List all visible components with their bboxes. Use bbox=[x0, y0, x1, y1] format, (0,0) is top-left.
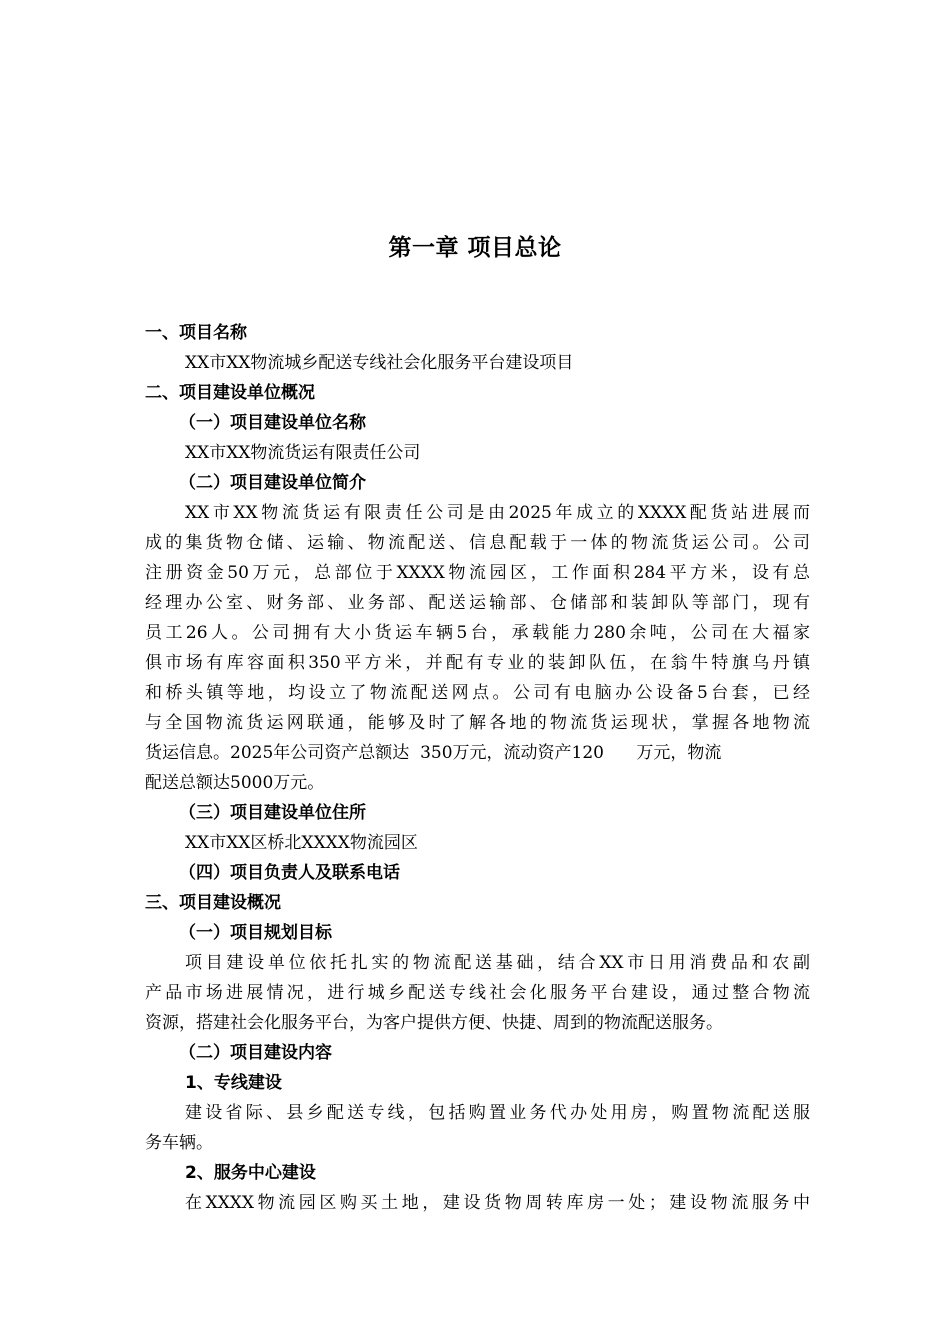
subsection-heading: （一）项目规划目标 bbox=[179, 923, 332, 943]
subsection-heading: （四）项目负责人及联系电话 bbox=[179, 863, 400, 883]
subsection-heading: （二）项目建设内容 bbox=[179, 1043, 332, 1063]
paragraph-line: XX市XX物流城乡配送专线社会化服务平台建设项目 bbox=[185, 353, 574, 373]
paragraph-line: 项目建设单位依托扎实的物流配送基础，结合XX市日用消费品和农副 bbox=[185, 953, 810, 973]
subsection-heading: （一）项目建设单位名称 bbox=[179, 413, 366, 433]
section-heading: 一、项目名称 bbox=[145, 323, 247, 343]
paragraph-line: 资源，搭建社会化服务平台，为客户提供方便、快捷、周到的物流配送服务。 bbox=[145, 1013, 723, 1033]
paragraph-line: 务车辆。 bbox=[145, 1133, 213, 1153]
paragraph-line: 配送总额达5000万元。 bbox=[145, 773, 325, 793]
paragraph-line: 俱市场有库容面积350平方米，并配有专业的装卸队伍，在翁牛特旗乌丹镇 bbox=[145, 653, 810, 673]
paragraph-line: 注册资金50万元，总部位于XXXX物流园区，工作面积284平方米，设有总 bbox=[145, 563, 810, 583]
paragraph-line: 货运信息。2025年公司资产总额达 350万元，流动资产120 万元，物流 bbox=[145, 743, 722, 763]
subsection-heading: （二）项目建设单位简介 bbox=[179, 473, 366, 493]
item-heading: 1、专线建设 bbox=[185, 1073, 282, 1093]
paragraph-line: 与全国物流货运网联通，能够及时了解各地的物流货运现状，掌握各地物流 bbox=[145, 713, 810, 733]
paragraph-line: 员工26人。公司拥有大小货运车辆5台，承载能力280余吨，公司在大福家 bbox=[145, 623, 810, 643]
chapter-title: 第一章 项目总论 bbox=[388, 235, 562, 261]
paragraph-line: XX市XX物流货运有限责任公司 bbox=[185, 443, 421, 463]
document-body bbox=[145, 318, 810, 1218]
subsection-heading: （三）项目建设单位住所 bbox=[179, 803, 366, 823]
paragraph-line: XX市XX物流货运有限责任公司是由2025年成立的XXXX配货站进展而 bbox=[185, 503, 810, 523]
paragraph-line: XX市XX区桥北XXXX物流园区 bbox=[185, 833, 418, 853]
section-heading: 三、项目建设概况 bbox=[145, 893, 281, 913]
section-heading: 二、项目建设单位概况 bbox=[145, 383, 315, 403]
paragraph-line: 建设省际、县乡配送专线，包括购置业务代办处用房，购置物流配送服 bbox=[185, 1103, 810, 1123]
paragraph-line: 和桥头镇等地，均设立了物流配送网点。公司有电脑办公设备5台套，已经 bbox=[145, 683, 810, 703]
item-heading: 2、服务中心建设 bbox=[185, 1163, 316, 1183]
paragraph-line: 经理办公室、财务部、业务部、配送运输部、仓储部和装卸队等部门，现有 bbox=[145, 593, 810, 613]
paragraph-line: 产品市场进展情况，进行城乡配送专线社会化服务平台建设，通过整合物流 bbox=[145, 983, 810, 1003]
paragraph-line: 成的集货物仓储、运输、物流配送、信息配载于一体的物流货运公司。公司 bbox=[145, 533, 810, 553]
paragraph-line: 在XXXX物流园区购买土地，建设货物周转库房一处；建设物流服务中 bbox=[185, 1193, 810, 1213]
